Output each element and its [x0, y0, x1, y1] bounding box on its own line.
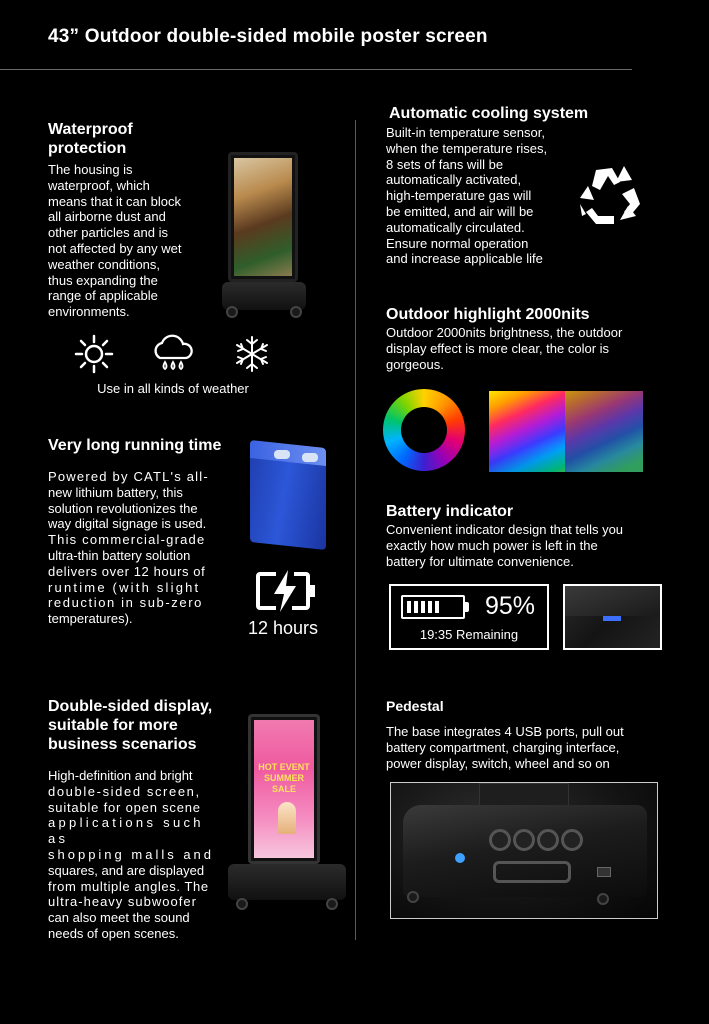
battery-terminal	[302, 453, 318, 462]
battery-bar	[421, 601, 425, 613]
highlight-body	[386, 325, 666, 372]
text-line: The base integrates 4 USB ports, pull out	[386, 724, 624, 739]
text-line: Outdoor 2000nits brightness, the outdoor	[386, 325, 623, 340]
text-line: automatically activated,	[386, 172, 522, 188]
text-line: all airborne dust and	[48, 209, 166, 225]
text-line: exactly how much power is left in the	[386, 537, 598, 553]
indicator-panel-photo	[563, 584, 662, 650]
wheel	[597, 893, 609, 905]
sun-icon	[74, 334, 114, 374]
text-line: battery for ultimate convenience.	[386, 553, 574, 569]
text-line: range of applicable	[48, 288, 158, 304]
wheel	[236, 898, 248, 910]
wheel	[290, 306, 302, 318]
text-line: display effect is more clear, the color is	[386, 340, 610, 356]
color-wheel-center	[401, 407, 447, 453]
battery-level-icon	[401, 595, 465, 619]
battery-terminal	[274, 450, 290, 459]
text-line: new lithium battery, this	[48, 484, 183, 500]
text-line: runtime (with slight	[48, 579, 201, 595]
text-line: 8 sets of fans will be	[386, 156, 504, 172]
color-wheel-image	[383, 389, 465, 471]
usb-port	[537, 829, 559, 851]
text-line: not affected by any wet	[48, 240, 182, 256]
device-screen-frame	[248, 714, 320, 864]
text-line: delivers over 12 hours of	[48, 563, 206, 579]
battery-bar	[428, 601, 432, 613]
poster-text	[254, 762, 314, 795]
text-line: solution revolutionizes the	[48, 500, 198, 516]
battery-charging-icon	[254, 568, 320, 614]
text-line: power display, switch, wheel and so on	[386, 755, 610, 771]
text-line: shopping malls and	[48, 846, 215, 862]
heading-line: business scenarios	[48, 736, 197, 753]
text-line: Ensure normal operation	[386, 235, 529, 251]
poster-line: SUMMER	[264, 773, 304, 783]
wheel	[326, 898, 338, 910]
switch	[597, 867, 611, 877]
pedestal-heading: Pedestal	[386, 698, 444, 714]
indicator-heading: Battery indicator	[386, 503, 514, 520]
rainbow-comparison-half	[565, 391, 643, 472]
pedestal-photo	[390, 782, 658, 919]
recycle-arrows-icon	[574, 164, 644, 230]
usb-port	[513, 829, 535, 851]
battery-bar	[414, 601, 418, 613]
heading-line: Double-sided display,	[48, 698, 213, 715]
text-line: battery compartment, charging interface,	[386, 739, 620, 755]
cooling-body	[386, 125, 576, 267]
weather-caption: Use in all kinds of weather	[97, 381, 249, 396]
text-line: temperatures).	[48, 611, 133, 627]
snowflake-icon	[232, 334, 272, 374]
battery-remaining: 19:35 Remaining	[419, 627, 519, 642]
poster-line: SALE	[271, 784, 296, 794]
text-line: ultra-thin battery solution	[48, 547, 191, 563]
waterproof-heading	[48, 120, 133, 158]
text-line: other particles and is	[48, 225, 168, 241]
text-line: gorgeous.	[386, 356, 444, 372]
waterproof-device-image	[222, 152, 308, 320]
pedestal-body-shape	[403, 805, 647, 897]
text-line: thus expanding the	[48, 272, 158, 288]
power-indicator-light	[455, 853, 465, 863]
double-sided-heading	[48, 697, 212, 754]
text-line: be emitted, and air will be	[386, 203, 534, 219]
battery-cell-image	[248, 440, 330, 552]
battery-bar	[407, 601, 411, 613]
text-line: needs of open scenes.	[48, 925, 179, 941]
text-line: ultra-heavy subwoofer	[48, 894, 197, 910]
text-line: High-definition and bright	[48, 768, 193, 783]
text-line: suitable for open scene	[48, 799, 201, 815]
double-sided-body	[48, 768, 216, 942]
text-line: Built-in temperature sensor,	[386, 125, 545, 140]
text-line: double-sided screen,	[48, 783, 201, 799]
wheel	[226, 306, 238, 318]
text-line: The housing is	[48, 162, 133, 177]
heading-line: suitable for more	[48, 717, 178, 734]
text-line: Convenient indicator design that tells you	[386, 522, 624, 537]
pedestal-body	[386, 724, 666, 771]
device-screen-frame	[228, 152, 298, 282]
text-line: automatically circulated.	[386, 219, 525, 235]
waterproof-heading-line1: Waterproof	[48, 121, 133, 138]
device-screen-content	[234, 158, 292, 276]
rainbow-swirl-image	[489, 391, 643, 472]
usb-port	[561, 829, 583, 851]
cooling-heading: Automatic cooling system	[389, 105, 589, 122]
poster-line: HOT EVENT	[258, 762, 310, 772]
text-line: when the temperature rises,	[386, 140, 548, 156]
ice-cream-graphic	[278, 802, 296, 834]
battery-percent: 95%	[485, 592, 536, 620]
text-line: This commercial-grade	[48, 532, 206, 548]
rain-cloud-icon	[150, 334, 196, 374]
column-divider	[355, 120, 356, 940]
text-line: and increase applicable life	[386, 251, 543, 267]
panel-top	[565, 586, 660, 616]
text-line: means that it can block	[48, 193, 181, 209]
running-heading: Very long running time	[48, 437, 222, 454]
page-title: 43” Outdoor double-sided mobile poster screen	[48, 26, 488, 47]
poster-screen	[254, 720, 314, 858]
usb-port	[489, 829, 511, 851]
text-line: Powered by CATL's all-	[48, 469, 209, 484]
pull-handle	[493, 861, 571, 883]
text-line: can also meet the sound	[48, 910, 190, 926]
indicator-body	[386, 522, 666, 569]
power-led	[603, 616, 621, 621]
text-line: waterproof, which	[48, 177, 150, 193]
device-base	[228, 864, 346, 900]
text-line: way digital signage is used.	[48, 516, 207, 532]
running-body	[48, 469, 220, 627]
highlight-heading: Outdoor highlight 2000nits	[386, 306, 590, 323]
title-divider	[0, 69, 632, 70]
text-line: reduction in sub-zero	[48, 595, 203, 611]
battery-nub	[465, 602, 469, 612]
text-line: from multiple angles. The	[48, 878, 209, 894]
waterproof-heading-line2: protection	[48, 140, 127, 157]
waterproof-body	[48, 162, 218, 320]
text-line: weather conditions,	[48, 256, 161, 272]
hours-label: 12 hours	[248, 618, 319, 638]
battery-bar	[435, 601, 439, 613]
text-line: environments.	[48, 304, 130, 320]
battery-indicator-display	[389, 584, 549, 650]
double-sided-device-image	[228, 714, 348, 912]
wheel	[407, 891, 419, 903]
text-line: high-temperature gas will	[386, 188, 532, 204]
text-line: squares, and are displayed	[48, 862, 205, 878]
text-line: applications such as	[48, 815, 204, 847]
